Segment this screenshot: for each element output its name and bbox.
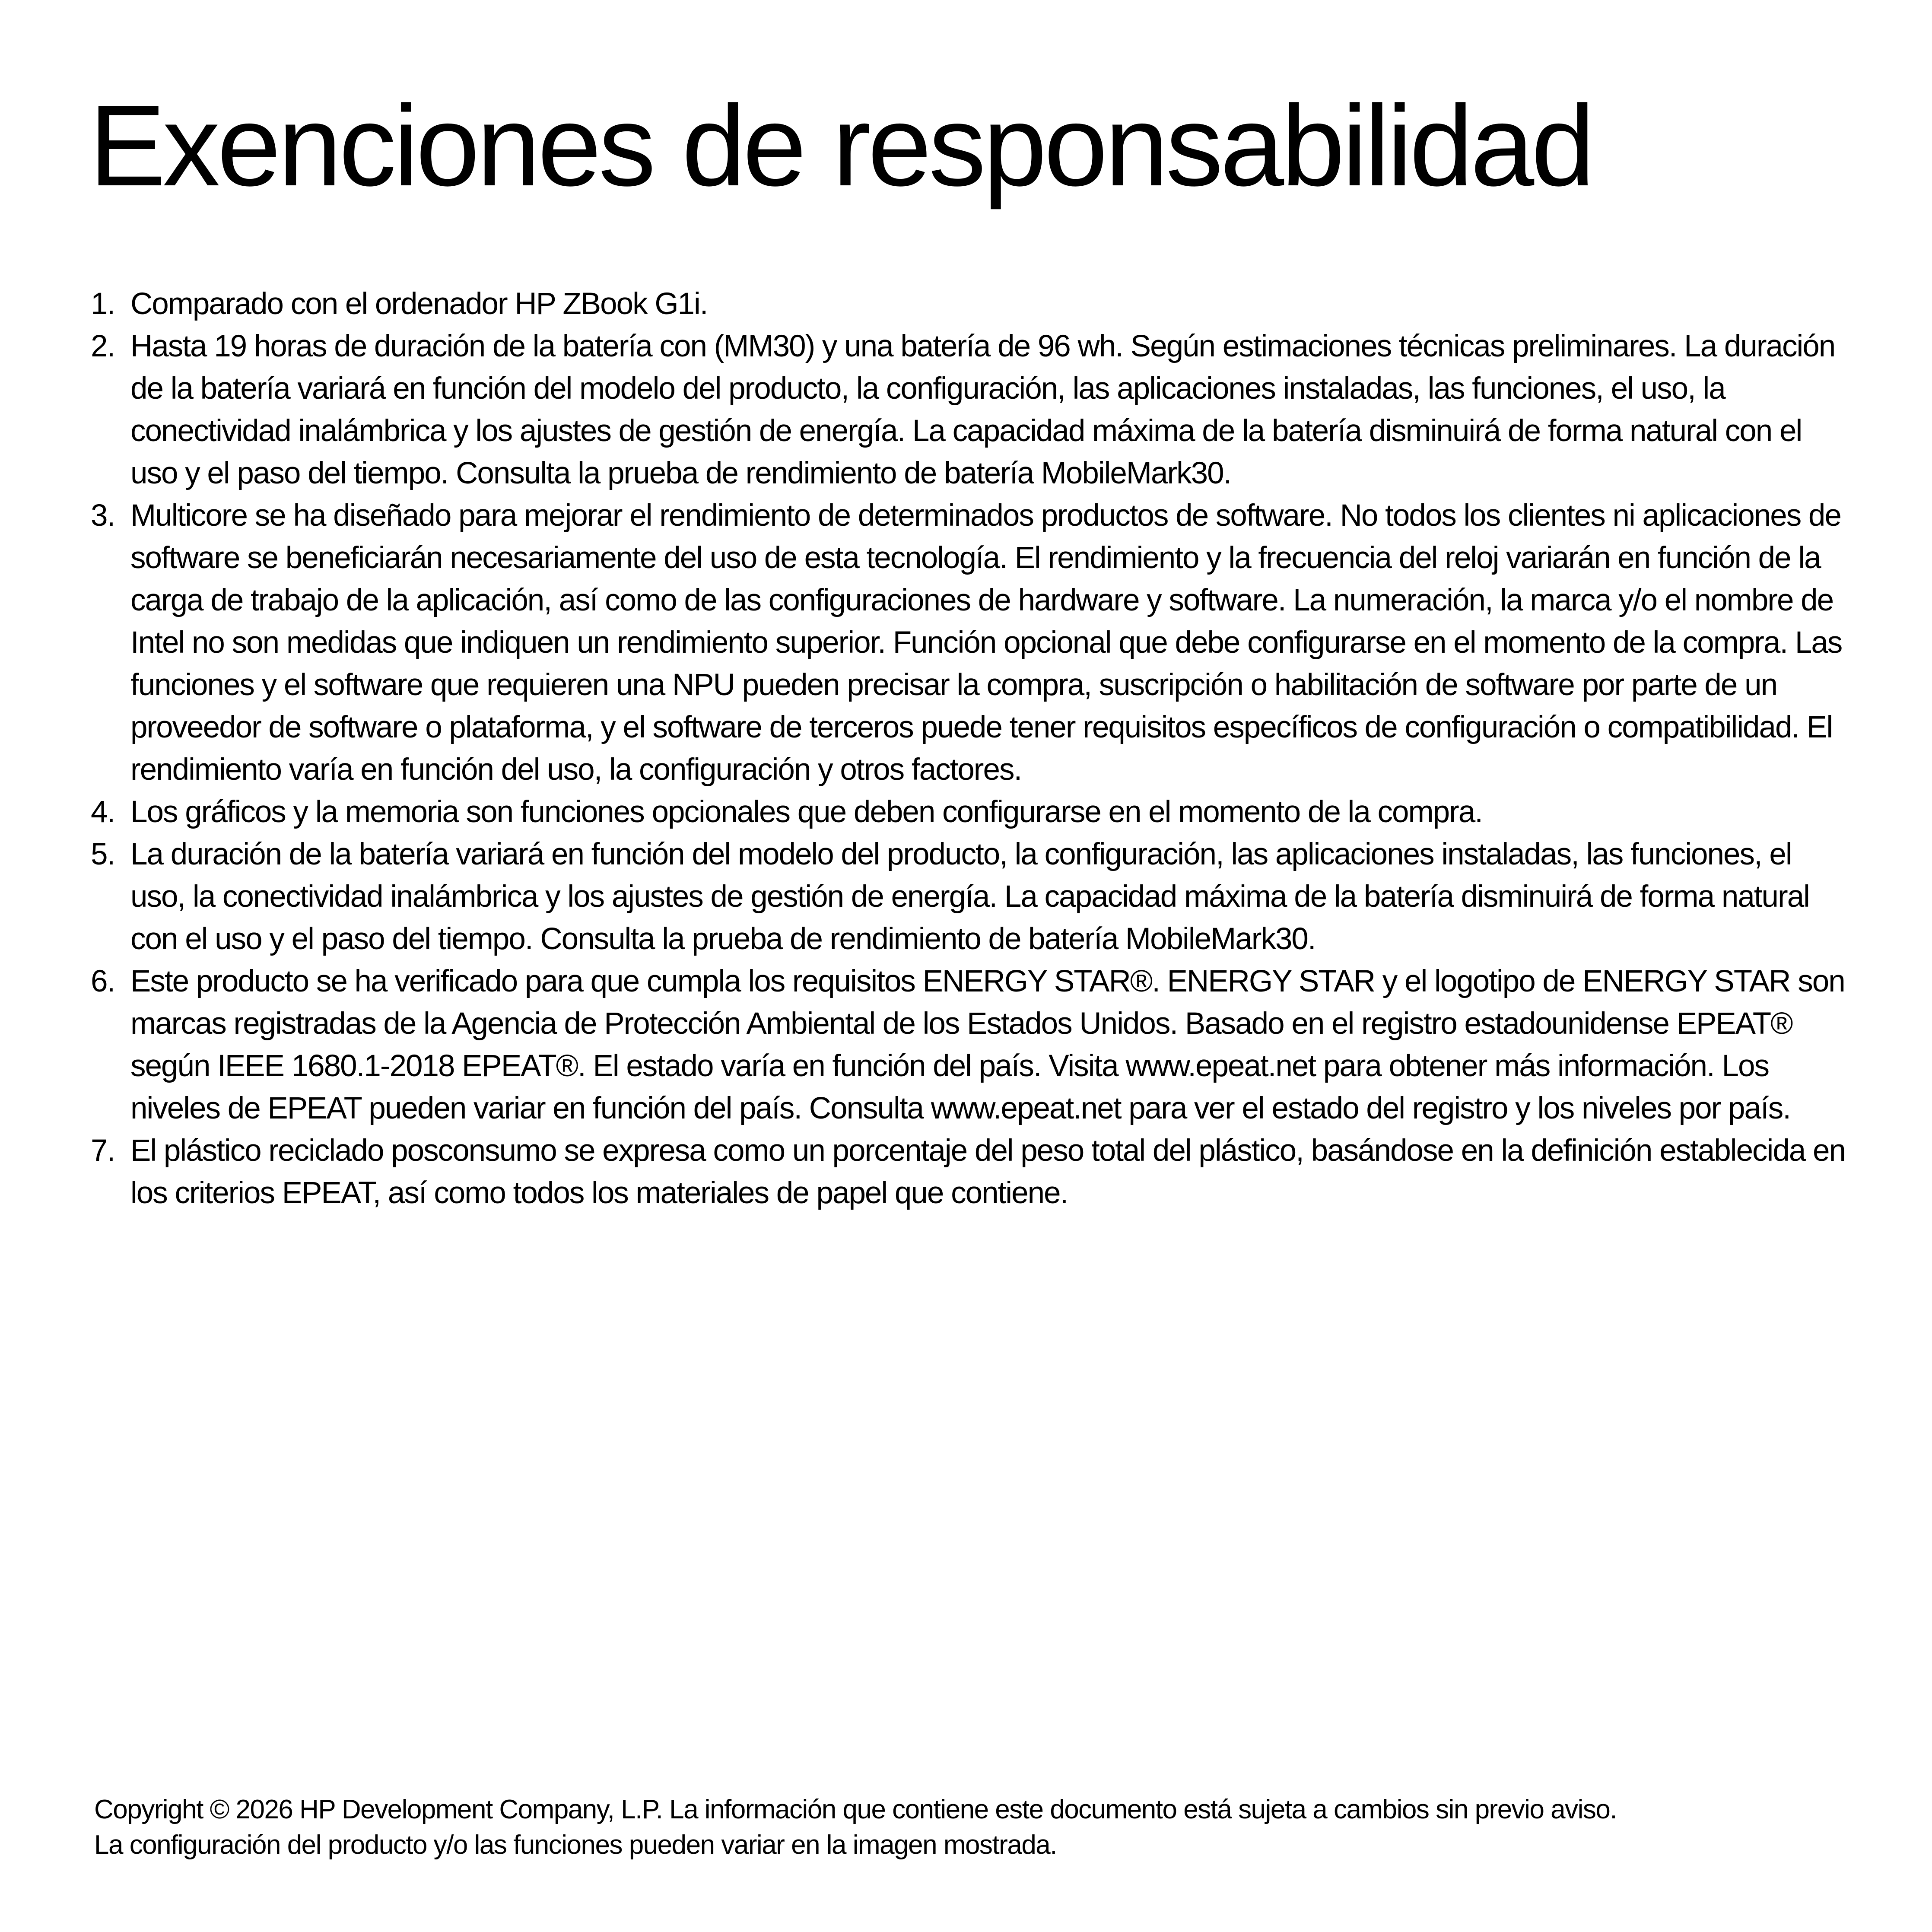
item-text: La duración de la batería variará en función del modelo del producto, la configuración, las aplicaciones instaladas, las funciones, el uso, la conectividad inalámbrica y los ajustes de gestión de energía. La capacidad máxima de la batería disminuirá de forma natural con el uso y el paso del tiempo. Consulta la prueba de rendimiento de batería MobileMark30. bbox=[130, 837, 1809, 956]
disclaimer-item-7 bbox=[91, 1130, 1849, 1214]
disclaimer-item-3 bbox=[91, 495, 1849, 791]
item-number: 1. bbox=[91, 287, 115, 321]
disclaimer-item-2 bbox=[91, 325, 1849, 495]
disclaimer-item-5 bbox=[91, 833, 1849, 960]
item-text: Multicore se ha diseñado para mejorar el rendimiento de determinados productos de software. No todos los clientes ni aplicaciones de software se beneficiarán necesariamente del uso de esta tecnología. El rendimiento y la frecuencia del reloj variarán en función de la carga de trabajo de la aplicación, así como de las configuraciones de hardware y software. La numeración, la marca y/o el nombre de Intel no son medidas que indiquen un rendimiento superior. Función opcional que debe configurarse en el momento de la compra. Las funciones y el software que requieren una NPU pueden precisar la compra, suscripción o habilitación de software por parte de un proveedor de software o plataforma, y el software de terceros puede tener requisitos específicos de configuración o compatibilidad. El rendimiento varía en función del uso, la configuración y otros factores. bbox=[130, 499, 1842, 787]
disclaimer-list bbox=[91, 283, 1849, 1214]
item-number: 4. bbox=[91, 795, 115, 829]
item-text: Este producto se ha verificado para que cumpla los requisitos ENERGY STAR®. ENERGY STAR y el logotipo de ENERGY STAR son marcas registradas de la Agencia de Protección Ambiental de los Estados Unidos. Basado en el registro estadounidense EPEAT® según IEEE 1680.1-2018 EPEAT®. El estado varía en función del país. Visita www.epeat.net para obtener más información. Los niveles de EPEAT pueden variar en función del país. Consulta www.epeat.net para ver el estado del registro y los niveles por país. bbox=[130, 964, 1845, 1125]
item-number: 7. bbox=[91, 1134, 115, 1168]
disclaimer-item-4 bbox=[91, 791, 1849, 833]
item-text: Los gráficos y la memoria son funciones opcionales que deben configurarse en el momento de la compra. bbox=[130, 795, 1483, 829]
item-text: Hasta 19 horas de duración de la batería con (MM30) y una batería de 96 wh. Según estimaciones técnicas preliminares. La duración de la batería variará en función del modelo del producto, la configuración, las aplicaciones instaladas, las funciones, el uso, la conectividad inalámbrica y los ajustes de gestión de energía. La capacidad máxima de la batería disminuirá de forma natural con el uso y el paso del tiempo. Consulta la prueba de rendimiento de batería MobileMark30. bbox=[130, 329, 1835, 490]
page-title: Exenciones de responsabilidad bbox=[89, 82, 1592, 210]
item-text: Comparado con el ordenador HP ZBook G1i. bbox=[130, 287, 708, 321]
disclaimer-item-6 bbox=[91, 960, 1849, 1130]
item-number: 3. bbox=[91, 499, 115, 533]
item-number: 5. bbox=[91, 837, 115, 871]
item-text: El plástico reciclado posconsumo se expresa como un porcentaje del peso total del plástico, basándose en la definición establecida en los criterios EPEAT, así como todos los materiales de papel que contiene. bbox=[130, 1134, 1846, 1210]
copyright-footer bbox=[94, 1792, 1865, 1863]
product-variation-note: La configuración del producto y/o las funciones pueden variar en la imagen mostrada. bbox=[94, 1830, 1057, 1860]
copyright-line: Copyright © 2026 HP Development Company, L.P. La información que contiene este documento está sujeta a cambios sin previo aviso. bbox=[94, 1795, 1617, 1824]
item-number: 2. bbox=[91, 329, 115, 363]
item-number: 6. bbox=[91, 964, 115, 998]
disclaimer-item-1 bbox=[91, 283, 1849, 325]
